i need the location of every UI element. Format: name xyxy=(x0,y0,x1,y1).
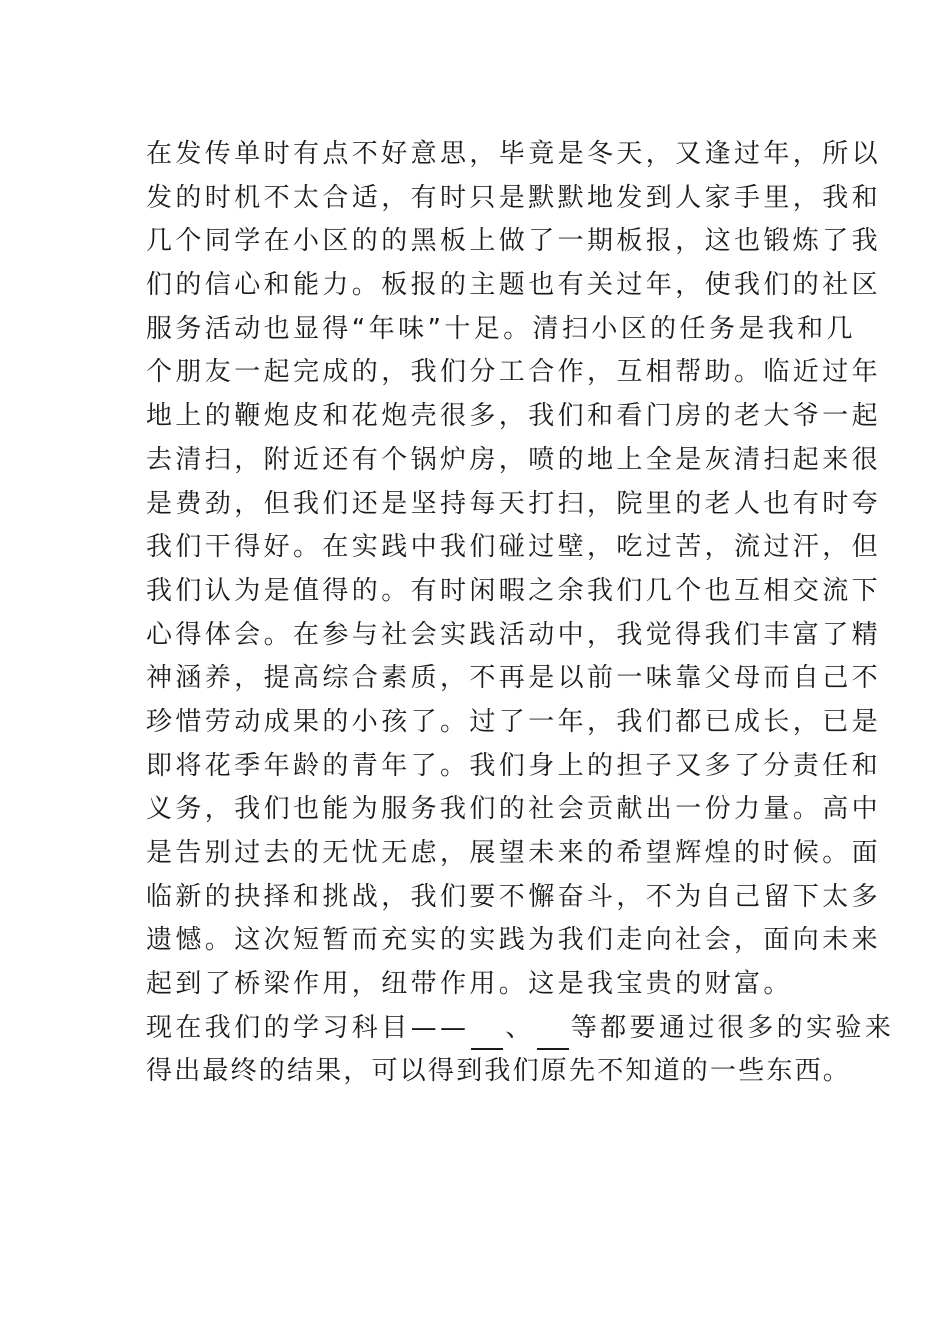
text-line: 即将花季年龄的青年了。我们身上的担子又多了分责任和 xyxy=(146,750,882,781)
text-line: 是费劲，但我们还是坚持每天打扫，院里的老人也有时夸 xyxy=(146,488,882,519)
text-line: 在发传单时有点不好意思，毕竟是冬天，又逢过年，所以 xyxy=(146,139,882,169)
text-segment: 现在我们的学习科目—— xyxy=(146,1012,470,1043)
text-line: 服务活动也显得“年味”十足。清扫小区的任务是我和几 xyxy=(146,313,856,344)
text-line: 神涵养，提高综合素质，不再是以前一味靠父母而自己不 xyxy=(146,663,882,694)
text-line: 个朋友一起完成的，我们分工合作，互相帮助。临近过年 xyxy=(146,357,882,388)
body-text xyxy=(146,133,895,1094)
text-segment: 等都要通过很多的实验来 xyxy=(570,1012,895,1043)
text-line: 义务，我们也能为服务我们的社会贡献出一份力量。高中 xyxy=(146,794,882,825)
fill-in-blank xyxy=(537,1018,569,1050)
text-line: 心得体会。在参与社会实践活动中，我觉得我们丰富了精 xyxy=(146,619,882,650)
text-line: 起到了桥梁作用，纽带作用。这是我宝贵的财富。 xyxy=(146,969,793,1000)
text-segment: 、 xyxy=(505,1012,535,1043)
text-line: 得出最终的结果，可以得到我们原先不知道的一些东西。 xyxy=(146,1056,852,1087)
text-line: 我们认为是值得的。有时闲暇之余我们几个也互相交流下 xyxy=(146,575,882,606)
text-line: 是告别过去的无忧无虑，展望未来的希望辉煌的时候。面 xyxy=(146,838,882,868)
paragraph-2-line-1 xyxy=(146,1007,895,1051)
text-line: 们的信心和能力。板报的主题也有关过年，使我们的社区 xyxy=(146,270,882,301)
text-line: 我们干得好。在实践中我们碰过壁，吃过苦，流过汗，但 xyxy=(146,532,882,563)
text-line: 珍惜劳动成果的小孩了。过了一年，我们都已成长，已是 xyxy=(146,706,882,737)
text-line: 去清扫，附近还有个锅炉房，喷的地上全是灰清扫起来很 xyxy=(146,444,882,475)
text-line: 地上的鞭炮皮和花炮壳很多，我们和看门房的老大爷一起 xyxy=(146,401,882,432)
text-line: 发的时机不太合适，有时只是默默地发到人家手里，我和 xyxy=(146,182,882,213)
text-line: 临新的抉择和挑战，我们要不懈奋斗，不为自己留下太多 xyxy=(146,881,882,912)
text-line: 几个同学在小区的的黑板上做了一期板报，这也锻炼了我 xyxy=(146,226,882,257)
fill-in-blank xyxy=(471,1018,503,1050)
text-line: 遗憾。这次短暂而充实的实践为我们走向社会，面向未来 xyxy=(146,925,882,956)
